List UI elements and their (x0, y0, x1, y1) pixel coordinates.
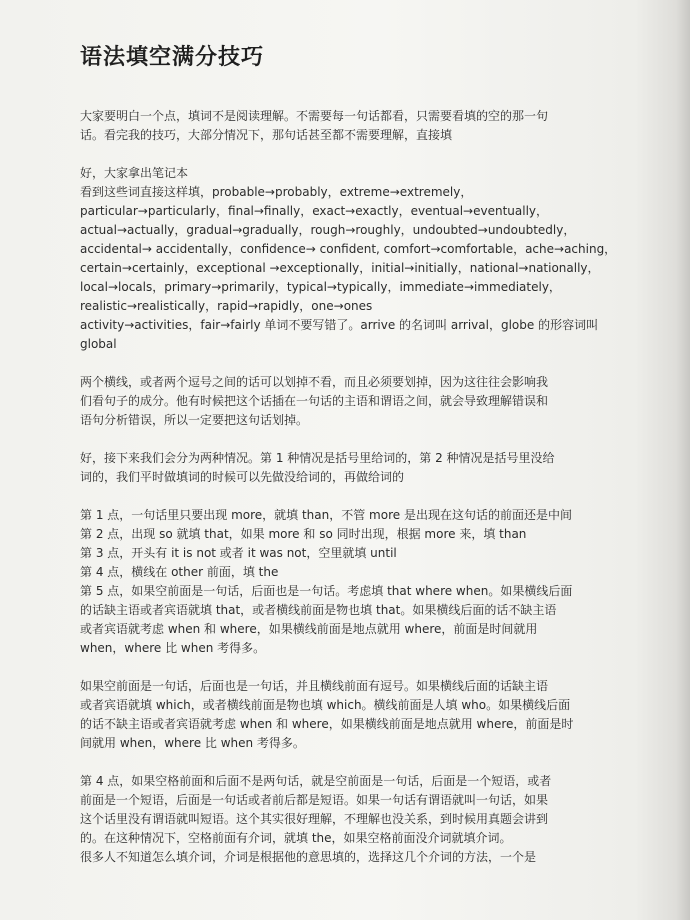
text-line: 话。看完我的技巧，大部分情况下，那句话甚至都不需要理解，直接填 (80, 128, 453, 142)
text-line: 第 3 点，开头有 it is not 或者 it was not，空里就填 until (80, 546, 397, 560)
text-line: activity→activities，fair→fairly 单词不要写错了。arrive 的名词叫 arrival，globe 的形容词叫 (80, 318, 599, 332)
text-line: global (80, 337, 117, 351)
paragraph (80, 772, 600, 867)
text-line: 大家要明白一个点，填词不是阅读理解。不需要每一句话都看，只需要看填的空的那一句 (80, 109, 549, 123)
text-line: certain→certainly，exceptional →exceptionally，initial→initially，national→nationally， (80, 261, 600, 275)
text-line: 第 2 点，出现 so 就填 that，如果 more 和 so 同时出现，根据 more 来，填 than (80, 527, 527, 541)
text-line: 们看句子的成分。他有时候把这个话插在一句话的主语和谓语之间，就会导致理解错误和 (80, 394, 549, 408)
text-line: 如果空前面是一句话，后面也是一句话，并且横线前面有逗号。如果横线后面的话缺主语 (80, 679, 549, 693)
text-line: 前面是一个短语，后面是一句话或者前后都是短语。如果一句话有谓语就叫一句话，如果 (80, 793, 549, 807)
text-line: 很多人不知道怎么填介词，介词是根据他的意思填的，选择这几个介词的方法，一个是 (80, 850, 537, 864)
paragraph (80, 677, 600, 753)
text-line: local→locals，primary→primarily，typical→typically，immediate→immediately， (80, 280, 561, 294)
text-line: 语句分析错误，所以一定要把这句话划掉。 (80, 413, 309, 427)
text-line: 看到这些词直接这样填，probable→probably，extreme→extremely， (80, 185, 473, 199)
text-line: 或者宾语就考虑 when 和 where，如果横线前面是地点就用 where，前面是时间就用 (80, 622, 538, 636)
text-line: accidental→ accidentally，confidence→ confident, comfort→comfortable，ache→aching， (80, 242, 617, 256)
text-line: realistic→realistically，rapid→rapidly，one→ones (80, 299, 373, 313)
text-line: 的话不缺主语或者宾语就考虑 when 和 where，如果横线前面是地点就用 where，前面是时 (80, 717, 574, 731)
text-line: 第 5 点，如果空前面是一句话，后面也是一句话。考虑填 that where when。如果横线后面 (80, 584, 573, 598)
text-line: 间就用 when，where 比 when 考得多。 (80, 736, 305, 750)
text-line: particular→particularly，final→finally，exact→exactly，eventual→eventually， (80, 204, 549, 218)
text-line: 的话缺主语或者宾语就填 that，或者横线前面是物也填 that。如果横线后面的话不缺主语 (80, 603, 557, 617)
page-title: 语法填空满分技巧 (80, 45, 265, 70)
page-content (80, 40, 617, 886)
paragraph (80, 164, 617, 354)
text-line: 两个横线，或者两个逗号之间的话可以划掉不看，而且必须要划掉，因为这往往会影响我 (80, 375, 549, 389)
text-line: 第 4 点，如果空格前面和后面不是两句话，就是空前面是一句话，后面是一个短语，或者 (80, 774, 552, 788)
paragraph (80, 449, 600, 487)
text-line: when，where 比 when 考得多。 (80, 641, 266, 655)
paragraph (80, 373, 600, 430)
page-edge-shadow (676, 0, 690, 920)
body-text (80, 107, 617, 867)
paragraph (80, 506, 600, 658)
text-line: 词的，我们平时做填词的时候可以先做没给词的，再做给词的 (80, 470, 405, 484)
text-line: 第 4 点，横线在 other 前面，填 the (80, 565, 279, 579)
text-line: 好，接下来我们会分为两种情况。第 1 种情况是括号里给词的，第 2 种情况是括号里没给 (80, 451, 555, 465)
text-line: 这个话里没有谓语就叫短语。这个其实很好理解，不理解也没关系，到时候用真题会讲到 (80, 812, 549, 826)
text-line: 好，大家拿出笔记本 (80, 166, 189, 180)
text-line: 的。在这种情况下，空格前面有介词，就填 the，如果空格前面没介词就填介词。 (80, 831, 512, 845)
paragraph (80, 107, 600, 145)
text-line: actual→actually，gradual→gradually，rough→roughly，undoubted→undoubtedly， (80, 223, 576, 237)
text-line: 或者宾语就填 which，或者横线前面是物也填 which。横线前面是人填 who。如果横线后面 (80, 698, 571, 712)
text-line: 第 1 点，一句话里只要出现 more，就填 than，不管 more 是出现在这句话的前面还是中间 (80, 508, 572, 522)
